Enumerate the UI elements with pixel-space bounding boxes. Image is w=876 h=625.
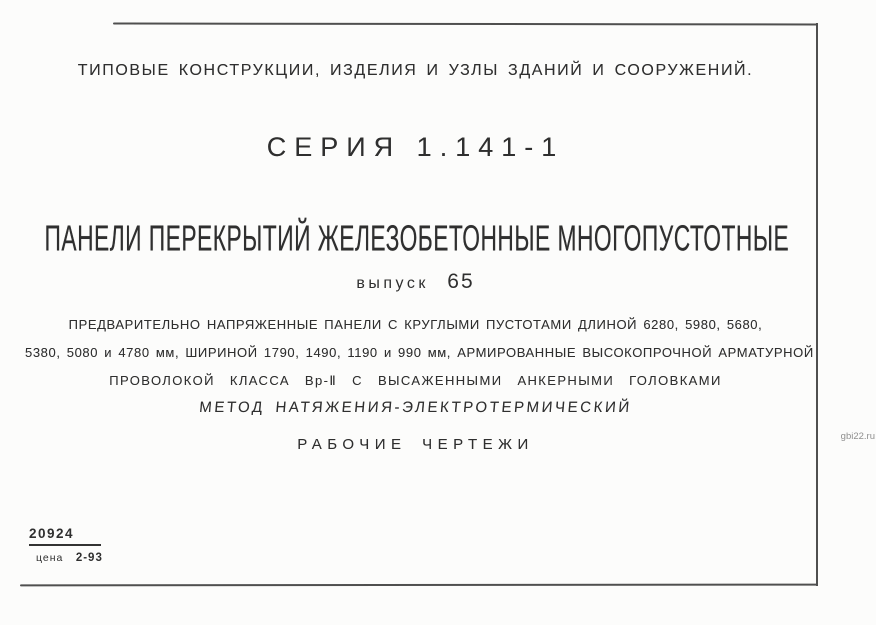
price-value: 2-93	[75, 552, 103, 564]
tensioning-method-line: МЕТОД НАТЯЖЕНИЯ-ЭЛЕКТРОТЕРМИЧЕСКИЙ	[198, 399, 633, 416]
series-heading: СЕРИЯ 1.141-1	[266, 132, 565, 162]
site-watermark: gbi22.ru	[840, 431, 875, 442]
description-line-2: 5380, 5080 и 4780 мм, ШИРИНОЙ 1790, 1490, 1190 и 990 мм, АРМИРОВАННЫЕ ВЫСОКОПРОЧНОЙ АРМАТУРНОЙ	[25, 345, 814, 360]
page-border-bottom	[20, 584, 818, 587]
working-drawings-line: РАБОЧИЕ ЧЕРТЕЖИ	[297, 436, 534, 453]
description-line-1: ПРЕДВАРИТЕЛЬНО НАПРЯЖЕННЫЕ ПАНЕЛИ С КРУГЛЫМИ ПУСТОТАМИ ДЛИНОЙ 6280, 5980, 5680,	[68, 317, 763, 332]
stamp-price-row	[29, 548, 103, 566]
issue-label: выпуск	[356, 275, 429, 292]
page-border-top	[113, 23, 818, 26]
issue-number: 65	[447, 270, 475, 293]
stamp-code-underline	[29, 525, 101, 546]
description-line-3: ПРОВОЛОКОЙ КЛАССА Вр-Ⅱ С ВЫСАЖЕННЫМИ АНКЕРНЫМИ ГОЛОВКАМИ	[109, 373, 722, 388]
price-stamp	[29, 525, 103, 566]
standard-constructions-header: ТИПОВЫЕ КОНСТРУКЦИИ, ИЗДЕЛИЯ И УЗЛЫ ЗДАНИЙ И СООРУЖЕНИЙ.	[77, 62, 754, 79]
page-border-right	[816, 23, 818, 586]
stamp-code: 20924	[29, 526, 75, 541]
issue-line	[25, 270, 806, 294]
main-title: ПАНЕЛИ ПЕРЕКРЫТИЙ ЖЕЛЕЗОБЕТОННЫЕ МНОГОПУСТОТНЫЕ	[44, 219, 790, 260]
description-paragraph	[25, 311, 814, 395]
price-label: цена	[36, 552, 64, 564]
